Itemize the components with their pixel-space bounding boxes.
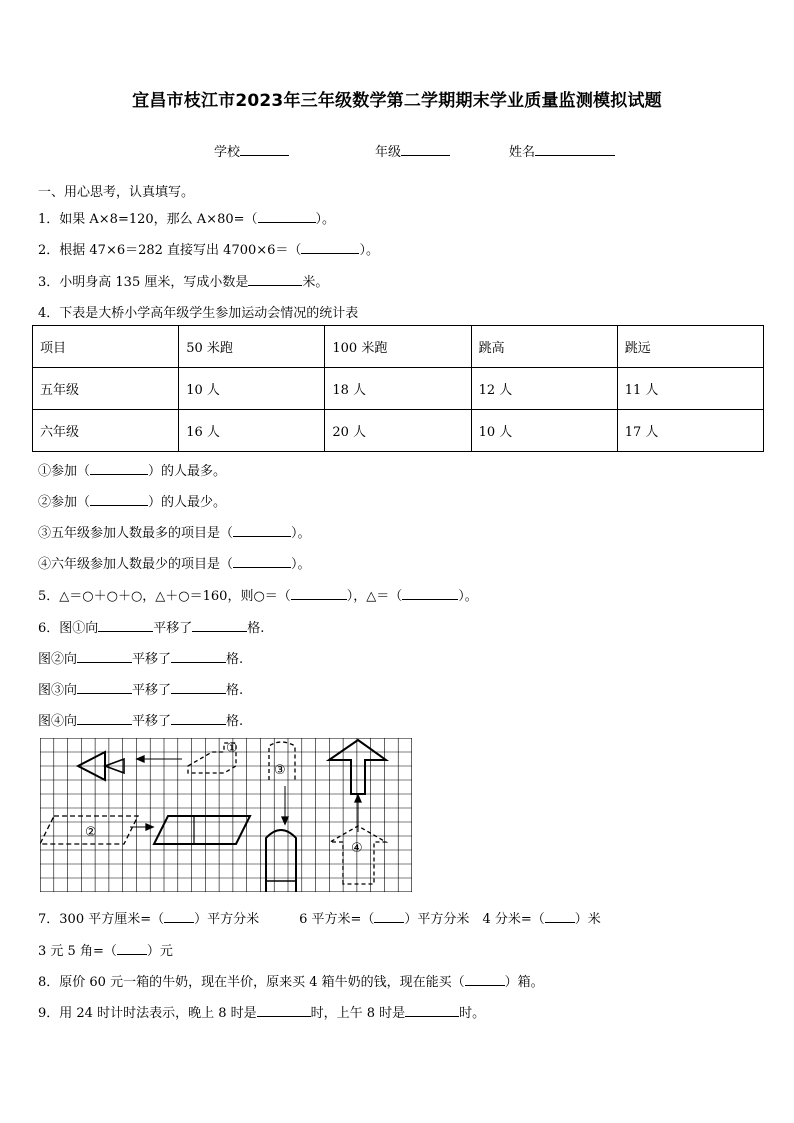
q4-sub3-end: ）。: [291, 526, 311, 541]
q3-end: 米。: [302, 275, 329, 290]
q4-sub-4: [38, 553, 311, 572]
q7-l2-text: 3 元 5 角=（: [38, 944, 117, 959]
question-6-line-4: [38, 710, 243, 729]
q6-l3-text: 图③向: [38, 683, 78, 698]
question-6-line-3: [38, 679, 243, 698]
question-1: [38, 208, 335, 227]
q6-l2-text: 图②向: [38, 652, 78, 667]
q7-blank-3[interactable]: [545, 910, 575, 923]
table-cell: 12 人: [471, 368, 617, 410]
question-5: [38, 585, 478, 604]
q7-l1-third: 4 分米=（: [482, 912, 545, 927]
arrow-left-head: [137, 756, 144, 762]
question-9: [38, 1002, 485, 1021]
q4-sub-1: [38, 460, 226, 479]
table-header-cell: 50 米跑: [179, 326, 325, 368]
q6-l2-mid: 平移了: [132, 652, 172, 667]
q6-l2-distance-blank[interactable]: [171, 650, 226, 663]
q2-blank[interactable]: [301, 241, 359, 254]
q6-l3-mid: 平移了: [132, 683, 172, 698]
q6-l4-end: 格.: [226, 714, 244, 729]
figure-label-4: ④: [351, 841, 363, 856]
q9-blank-morning[interactable]: [405, 1004, 459, 1017]
q6-l3-end: 格.: [226, 683, 244, 698]
name-blank[interactable]: [535, 143, 615, 156]
q4-sub-2: [38, 491, 226, 510]
q8-blank[interactable]: [465, 973, 505, 986]
table-row: [33, 410, 764, 452]
q6-l4-distance-blank[interactable]: [171, 712, 226, 725]
question-2: [38, 239, 379, 258]
q8-text: 8．原价 60 元一箱的牛奶，现在半价，原来买 4 箱牛奶的钱，现在能买（: [38, 975, 465, 990]
q4-sub4-end: ）。: [291, 557, 311, 572]
arrow-down-head: [282, 817, 288, 824]
solid-rounded-shape: [266, 830, 296, 892]
q2-end: ）。: [359, 243, 379, 258]
grade-blank[interactable]: [401, 143, 450, 156]
figure-labels: [85, 741, 363, 856]
q4-sub2-blank[interactable]: [90, 493, 148, 506]
table-cell: 11 人: [617, 368, 763, 410]
translation-grid-figure: [40, 738, 412, 892]
q5-blank-triangle[interactable]: [402, 587, 458, 600]
table-header-cell: 100 米跑: [325, 326, 471, 368]
table-header-cell: 跳高: [471, 326, 617, 368]
solid-up-arrow-shape: [329, 740, 386, 794]
q4-sub1-end: ）的人最多。: [148, 464, 227, 479]
q1-text: 1．如果 A×8=120，那么 A×80=（: [38, 212, 258, 227]
q4-sub1-blank[interactable]: [90, 462, 148, 475]
q6-l2-end: 格.: [226, 652, 244, 667]
question-3: [38, 271, 328, 290]
table-header-cell: 跳远: [617, 326, 763, 368]
table-row: [33, 368, 764, 410]
question-7-line-1: [38, 908, 601, 927]
q6-l3-distance-blank[interactable]: [171, 681, 226, 694]
grade-label: 年级: [375, 145, 402, 160]
q6-l1-mid: 平移了: [153, 621, 193, 636]
table-header-cell: 项目: [33, 326, 179, 368]
q7-l1-second-end: ）平方分米: [404, 912, 470, 927]
q6-l4-direction-blank[interactable]: [77, 712, 132, 725]
q7-l2-end: ）元: [146, 944, 173, 959]
q1-blank[interactable]: [258, 210, 316, 223]
school-blank[interactable]: [240, 143, 289, 156]
q4-sub4-blank[interactable]: [233, 555, 291, 568]
table-cell: 18 人: [325, 368, 471, 410]
q5-mid: ），△＝（: [346, 589, 403, 604]
q6-l1-direction-blank[interactable]: [98, 619, 153, 632]
q4-sub2-text: ②参加（: [38, 495, 91, 510]
solid-parallelogram: [154, 816, 250, 844]
question-6-line-2: [38, 648, 243, 667]
q9-blank-evening[interactable]: [257, 1004, 311, 1017]
table-cell: 10 人: [179, 368, 325, 410]
table-cell: 17 人: [617, 410, 763, 452]
q9-text: 9．用 24 时计时法表示，晚上 8 时是: [38, 1006, 257, 1021]
q8-end: ）箱。: [504, 975, 544, 990]
q6-l2-direction-blank[interactable]: [77, 650, 132, 663]
figure-label-3: ③: [274, 763, 286, 778]
table-header-row: [33, 326, 764, 368]
q6-l1-end: 格.: [247, 621, 265, 636]
table-cell: 16 人: [179, 410, 325, 452]
q4-sub2-end: ）的人最少。: [148, 495, 227, 510]
stats-table: [32, 325, 764, 452]
arrow-up-head: [355, 795, 361, 802]
grade-field: [375, 141, 450, 160]
q5-text: 5．△＝○＋○＋○，△＋○＝160，则○＝（: [38, 589, 291, 604]
q7-blank-1[interactable]: [164, 910, 194, 923]
q9-mid: 时，上午 8 时是: [310, 1006, 406, 1021]
q4-sub3-blank[interactable]: [233, 524, 291, 537]
table-cell: 20 人: [325, 410, 471, 452]
q7-l1-text: 7．300 平方厘米=（: [38, 912, 165, 927]
table-cell: 10 人: [471, 410, 617, 452]
q7-blank-2[interactable]: [374, 910, 404, 923]
name-label: 姓名: [509, 145, 536, 160]
q6-l4-text: 图④向: [38, 714, 78, 729]
page-title: 宜昌市枝江市2023年三年级数学第二学期期末学业质量监测模拟试题: [132, 91, 662, 111]
q7-l1-second: 6 平方米=（: [299, 912, 375, 927]
table-cell: 六年级: [33, 410, 179, 452]
question-4-intro: 4．下表是大桥小学高年级学生参加运动会情况的统计表: [38, 306, 359, 321]
table-cell: 五年级: [33, 368, 179, 410]
q4-sub-3: [38, 522, 311, 541]
q2-text: 2．根据 47×6＝282 直接写出 4700×6＝（: [38, 243, 302, 258]
figure-shapes: [40, 740, 386, 892]
q6-l1-text: 6．图①向: [38, 621, 99, 636]
q5-end: ）。: [458, 589, 478, 604]
q7-l1-third-end: ）米: [574, 912, 601, 927]
question-7-line-2: [38, 940, 173, 959]
figure-label-2: ②: [85, 825, 97, 840]
section-heading: 一、用心思考，认真填写。: [38, 185, 195, 200]
arrow-right-head: [146, 824, 153, 830]
q6-l1-distance-blank[interactable]: [192, 619, 247, 632]
school-label: 学校: [214, 145, 241, 160]
figure-label-1: ①: [226, 741, 238, 756]
q7-blank-4[interactable]: [117, 942, 147, 955]
q1-end: ）。: [315, 212, 336, 227]
q7-l1-mid: ）平方分米: [194, 912, 260, 927]
school-field: [214, 141, 289, 160]
q4-sub1-text: ①参加（: [38, 464, 91, 479]
q5-blank-circle[interactable]: [291, 587, 347, 600]
q6-l4-mid: 平移了: [132, 714, 172, 729]
q3-blank[interactable]: [248, 273, 302, 286]
q3-text: 3．小明身高 135 厘米，写成小数是: [38, 275, 249, 290]
q6-l3-direction-blank[interactable]: [77, 681, 132, 694]
question-8: [38, 971, 544, 990]
q9-end: 时。: [459, 1006, 486, 1021]
name-field: [509, 141, 615, 160]
q4-sub4-text: ④六年级参加人数最少的项目是（: [38, 557, 234, 572]
q4-sub3-text: ③五年级参加人数最多的项目是（: [38, 526, 234, 541]
question-6-line-1: [38, 617, 264, 636]
